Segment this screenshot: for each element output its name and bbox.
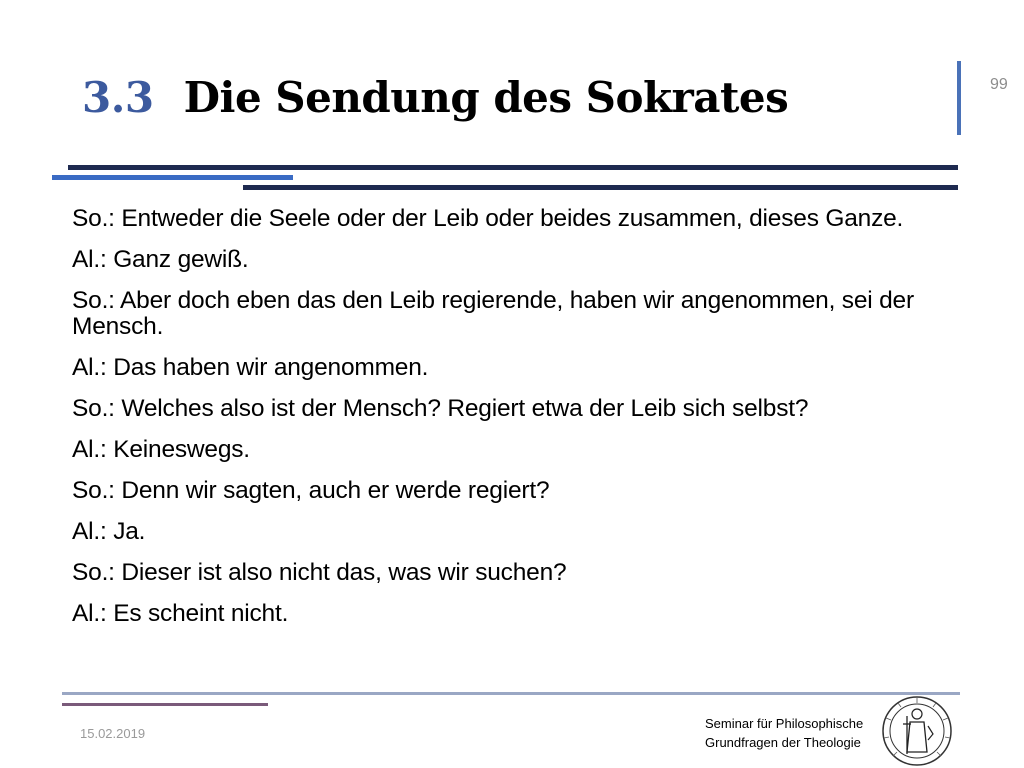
dialogue-line: So.: Welches also ist der Mensch? Regiert etwa der Leib sich selbst? (72, 395, 809, 422)
university-seal-icon (880, 694, 954, 768)
footer-rule-light (62, 692, 960, 695)
seminar-line-1: Seminar für Philosophische (705, 716, 864, 731)
seminar-label (705, 714, 863, 752)
dialogue-line: Al.: Das haben wir angenommen. (72, 354, 429, 381)
header-rule-dark-long (68, 165, 958, 170)
dialogue-line: So.: Aber doch eben das den Leib regierende, haben wir angenommen, sei der Mensch. (72, 287, 914, 340)
dialogue-list (72, 206, 952, 642)
dialogue-line: Al.: Ganz gewiß. (72, 246, 249, 273)
dialogue-line: Al.: Keineswegs. (72, 436, 250, 463)
footer-rule-purple (62, 703, 268, 706)
vertical-accent-bar (957, 61, 961, 135)
footer-date: 15.02.2019 (80, 726, 146, 741)
header-rule-blue-short (52, 175, 293, 180)
header-rule-dark-lower (243, 185, 958, 190)
title-text: Die Sendung des Sokrates (183, 73, 789, 122)
slide-title (82, 72, 788, 124)
dialogue-line: So.: Dieser ist also nicht das, was wir suchen? (72, 559, 567, 586)
slide-number: 99 (990, 76, 1008, 93)
dialogue-line: So.: Denn wir sagten, auch er werde regiert? (72, 477, 550, 504)
dialogue-line: Al.: Ja. (72, 518, 146, 545)
dialogue-line: So.: Entweder die Seele oder der Leib oder beides zusammen, dieses Ganze. (72, 205, 904, 232)
seminar-line-2: Grundfragen der Theologie (705, 735, 861, 750)
section-number: 3.3 (82, 73, 154, 122)
dialogue-line: Al.: Es scheint nicht. (72, 600, 289, 627)
